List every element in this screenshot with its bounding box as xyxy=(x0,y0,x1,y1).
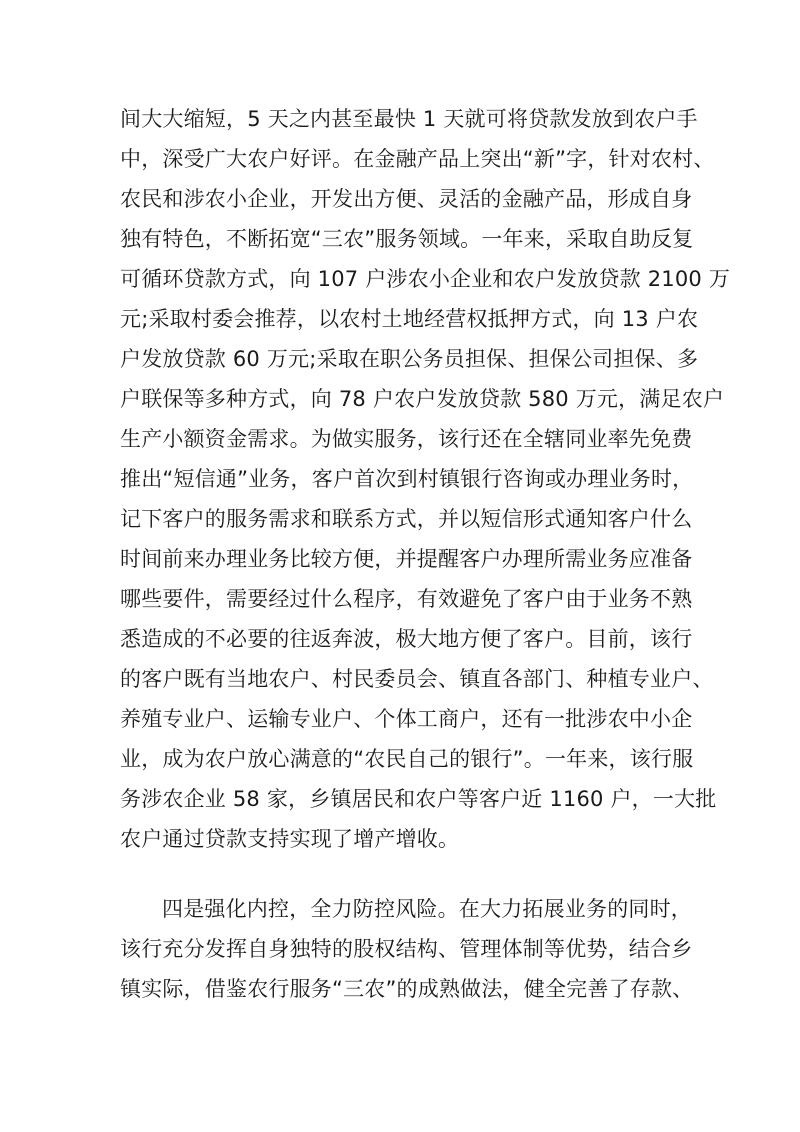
text-line: 可循环贷款方式，向 107 户涉农小企业和农户发放贷款 2100 万 xyxy=(120,267,731,291)
text-line: 悉造成的不必要的往返奔波，极大地方便了客户。目前，该行 xyxy=(120,627,693,651)
text-line: 的客户既有当地农户、村民委员会、镇直各部门、种植专业户、 xyxy=(120,667,714,691)
text-line: 务涉农企业 58 家，乡镇居民和农户等客户近 1160 户，一大批 xyxy=(120,787,717,811)
text-line: 独有特色，不断拓宽“三农”服务领域。一年来，采取自助反复 xyxy=(120,227,694,251)
document-page xyxy=(120,102,731,1012)
text-line: 生产小额资金需求。为做实服务，该行还在全辖同业率先免费 xyxy=(120,427,693,451)
text-line-indented: 四是强化内控，全力防控风险。在大力拓展业务的同时， xyxy=(162,897,692,921)
text-line: 时间前来办理业务比较方便，并提醒客户办理所需业务应准备 xyxy=(120,547,693,571)
text-line: 业，成为农户放心满意的“农民自己的银行”。一年来，该行服 xyxy=(120,747,694,771)
text-line: 记下客户的服务需求和联系方式，并以短信形式通知客户什么 xyxy=(120,507,693,531)
text-line: 推出“短信通”业务，客户首次到村镇银行咨询或办理业务时， xyxy=(120,467,694,491)
text-line: 农民和涉农小企业，开发出方便、灵活的金融产品，形成自身 xyxy=(120,187,693,211)
text-line: 养殖专业户、运输专业户、个体工商户，还有一批涉农中小企 xyxy=(120,707,693,731)
text-line: 户发放贷款 60 万元;采取在职公务员担保、担保公司担保、多 xyxy=(120,347,699,371)
text-line: 中，深受广大农户好评。在金融产品上突出“新”字，针对农村、 xyxy=(120,147,715,171)
paragraph-1 xyxy=(120,102,731,862)
text-line: 元;采取村委会推荐，以农村土地经营权抵押方式，向 13 户农 xyxy=(120,307,699,331)
text-line: 间大大缩短，5 天之内甚至最快 1 天就可将贷款发放到农户手 xyxy=(120,107,698,131)
text-line: 农户通过贷款支持实现了增产增收。 xyxy=(120,827,460,851)
text-line: 哪些要件，需要经过什么程序，有效避免了客户由于业务不熟 xyxy=(120,587,693,611)
text-line: 镇实际，借鉴农行服务“三农”的成熟做法，健全完善了存款、 xyxy=(120,977,694,1001)
paragraph-2 xyxy=(120,892,700,1012)
text-line: 户联保等多种方式，向 78 户农户发放贷款 580 万元，满足农户 xyxy=(120,387,725,411)
text-line: 该行充分发挥自身独特的股权结构、管理体制等优势，结合乡 xyxy=(120,937,693,961)
paragraph-spacer xyxy=(120,862,700,892)
